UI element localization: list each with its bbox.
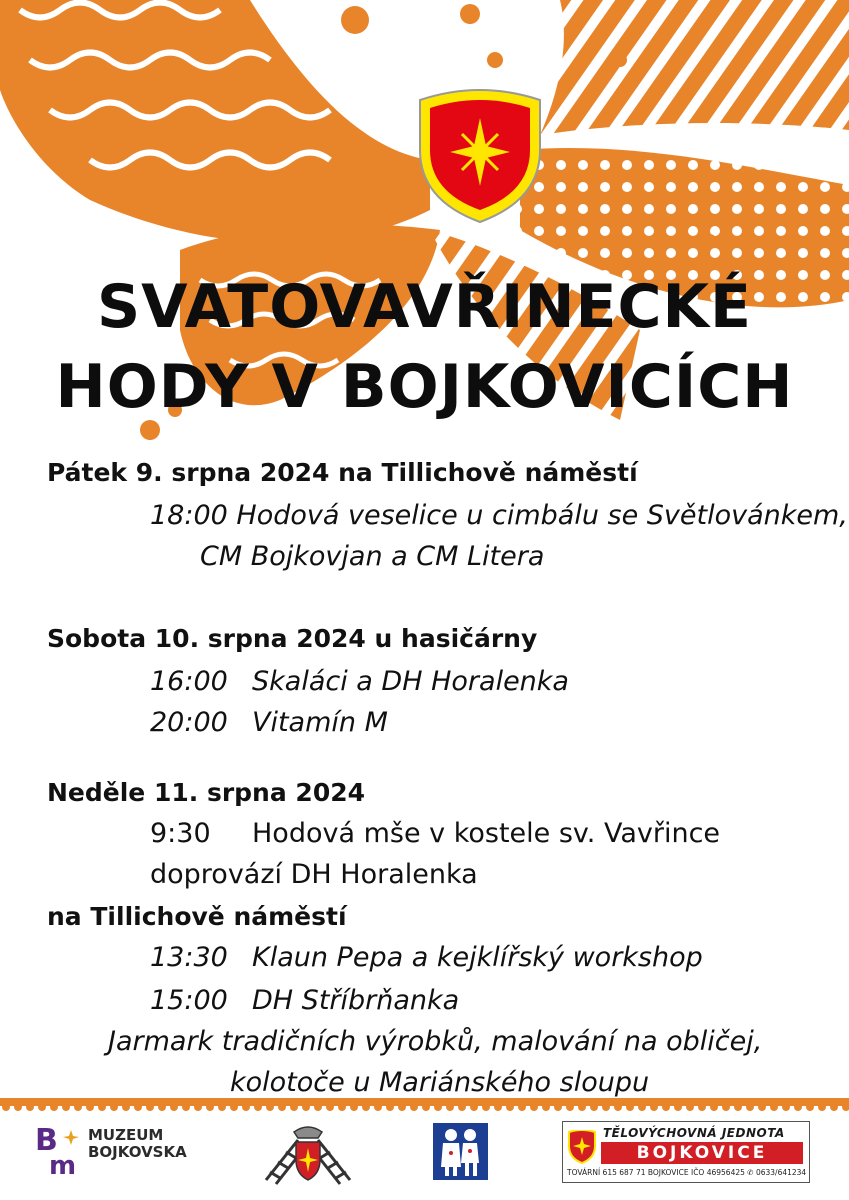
- friday-event-line1: 18:00 Hodová veselice u cimbálu se Světlovánkem,: [150, 500, 848, 531]
- tj-bojkovice-logo: [562, 1121, 810, 1183]
- sunday-event: [150, 942, 703, 973]
- event-text: Vitamín M: [252, 707, 388, 738]
- event-text: Klaun Pepa a kejklířský workshop: [252, 942, 703, 973]
- sunday-mass: [150, 818, 720, 849]
- saturday-event: [150, 666, 569, 697]
- folk-dancers-logo-icon: [433, 1123, 488, 1180]
- event-text: Hodová mše v kostele sv. Vavřince: [252, 818, 721, 849]
- tj-name: BOJKOVICE: [601, 1142, 803, 1164]
- friday-heading: Pátek 9. srpna 2024 na Tillichově náměstí: [47, 458, 638, 487]
- event-text: Skaláci a DH Horalenka: [252, 666, 569, 697]
- tj-address: TOVÁRNÍ 615 687 71 BOJKOVICE IČO 46956425 ✆ 0633/641234: [567, 1168, 807, 1177]
- museum-logo-icon: [35, 1124, 85, 1176]
- event-time: 20:00: [150, 707, 228, 738]
- page-title-line2: HODY V BOJKOVICÍCH: [55, 352, 794, 422]
- museum-logo-text: [88, 1127, 187, 1161]
- sunday-heading-location: na Tillichově náměstí: [47, 902, 347, 931]
- tj-subtitle: TĚLOVÝCHOVNÁ JEDNOTA: [603, 1126, 785, 1140]
- event-time: 15:00: [150, 985, 228, 1016]
- sunday-note-line1: Jarmark tradičních výrobků, malování na obličej,: [108, 1026, 763, 1057]
- event-time: 13:30: [150, 942, 228, 973]
- museum-line1: MUZEUM: [88, 1126, 164, 1144]
- saturday-heading: Sobota 10. srpna 2024 u hasičárny: [47, 624, 538, 653]
- sunday-note-line2: kolotoče u Mariánského sloupu: [230, 1067, 650, 1098]
- event-time: 16:00: [150, 666, 228, 697]
- museum-line2: BOJKOVSKA: [88, 1143, 187, 1161]
- sunday-event: [150, 985, 459, 1016]
- svg-text:B: B: [35, 1124, 58, 1158]
- friday-event-line2: CM Bojkovjan a CM Litera: [200, 541, 545, 572]
- firefighters-emblem-icon: [258, 1120, 358, 1186]
- tj-shield-icon: [568, 1130, 596, 1164]
- page-title-line1: SVATOVAVŘINECKÉ: [96, 272, 753, 342]
- event-text: DH Stříbrňanka: [252, 985, 460, 1016]
- sunday-heading: Neděle 11. srpna 2024: [47, 778, 366, 807]
- saturday-event: [150, 707, 388, 738]
- sunday-mass-line2: doprovází DH Horalenka: [150, 859, 478, 890]
- orange-lace-divider: [0, 1098, 849, 1114]
- svg-text:m: m: [49, 1151, 77, 1176]
- event-time: 9:30: [150, 818, 211, 849]
